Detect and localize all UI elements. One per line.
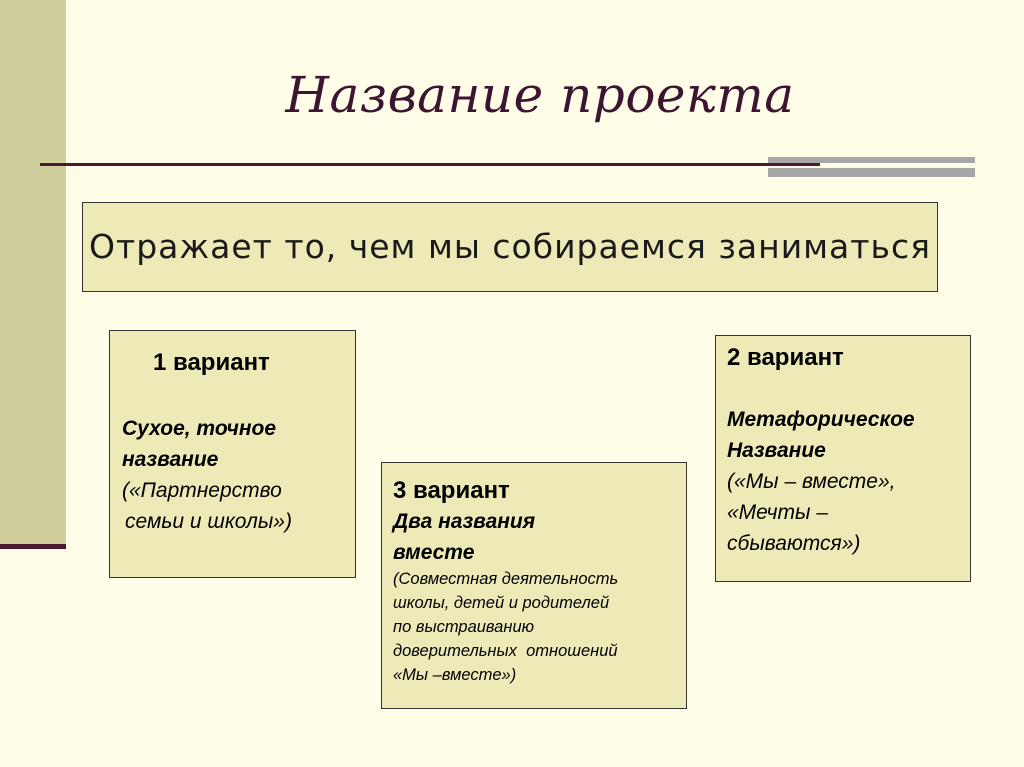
- variant-3-desc-line-4: доверительных отношений: [393, 642, 618, 660]
- variant-1-example-line-2: семьи и школы»): [125, 510, 292, 533]
- variant-1-card: [109, 330, 356, 578]
- variant-2-example-line-3: сбываются»): [727, 532, 861, 555]
- variant-3-desc-line-3: по выстраиванию: [393, 618, 535, 636]
- slide-title: Название проекта: [285, 66, 795, 124]
- title-accent-bar-bottom: [768, 168, 975, 177]
- variant-1-bold-line-1: Сухое, точное: [122, 417, 277, 440]
- variant-3-bold-line-1: Два названия: [393, 510, 536, 533]
- variant-2-bold-line-1: Метафорическое: [727, 408, 915, 431]
- title-underline: [40, 163, 820, 166]
- variant-2-bold-line-2: Название: [727, 439, 826, 462]
- variant-2-example-line-1: («Мы – вместе»,: [727, 470, 896, 493]
- variant-3-desc-line-2: школы, детей и родителей: [393, 594, 610, 612]
- variant-2-heading: 2 вариант: [727, 344, 844, 371]
- title-accent-bar-top: [768, 157, 975, 163]
- variant-3-desc-line-5: «Мы –вместе»): [393, 666, 517, 684]
- variant-2-card: [715, 335, 971, 582]
- subtitle-text: Отражает то, чем мы собираемся заниматься: [89, 227, 931, 266]
- variant-3-bold-line-2: вместе: [393, 541, 475, 564]
- variant-1-heading: 1 вариант: [153, 349, 270, 376]
- variant-1-example-line-1: («Партнерство: [122, 479, 282, 502]
- variant-3-desc-line-1: (Совместная деятельность: [393, 570, 619, 588]
- subtitle-box: [82, 202, 938, 292]
- side-bar-divider: [0, 544, 66, 549]
- variant-2-example-line-2: «Мечты –: [727, 501, 829, 524]
- variant-3-card: [381, 462, 687, 709]
- variant-3-heading: 3 вариант: [393, 477, 510, 504]
- variant-1-bold-line-2: название: [122, 448, 219, 471]
